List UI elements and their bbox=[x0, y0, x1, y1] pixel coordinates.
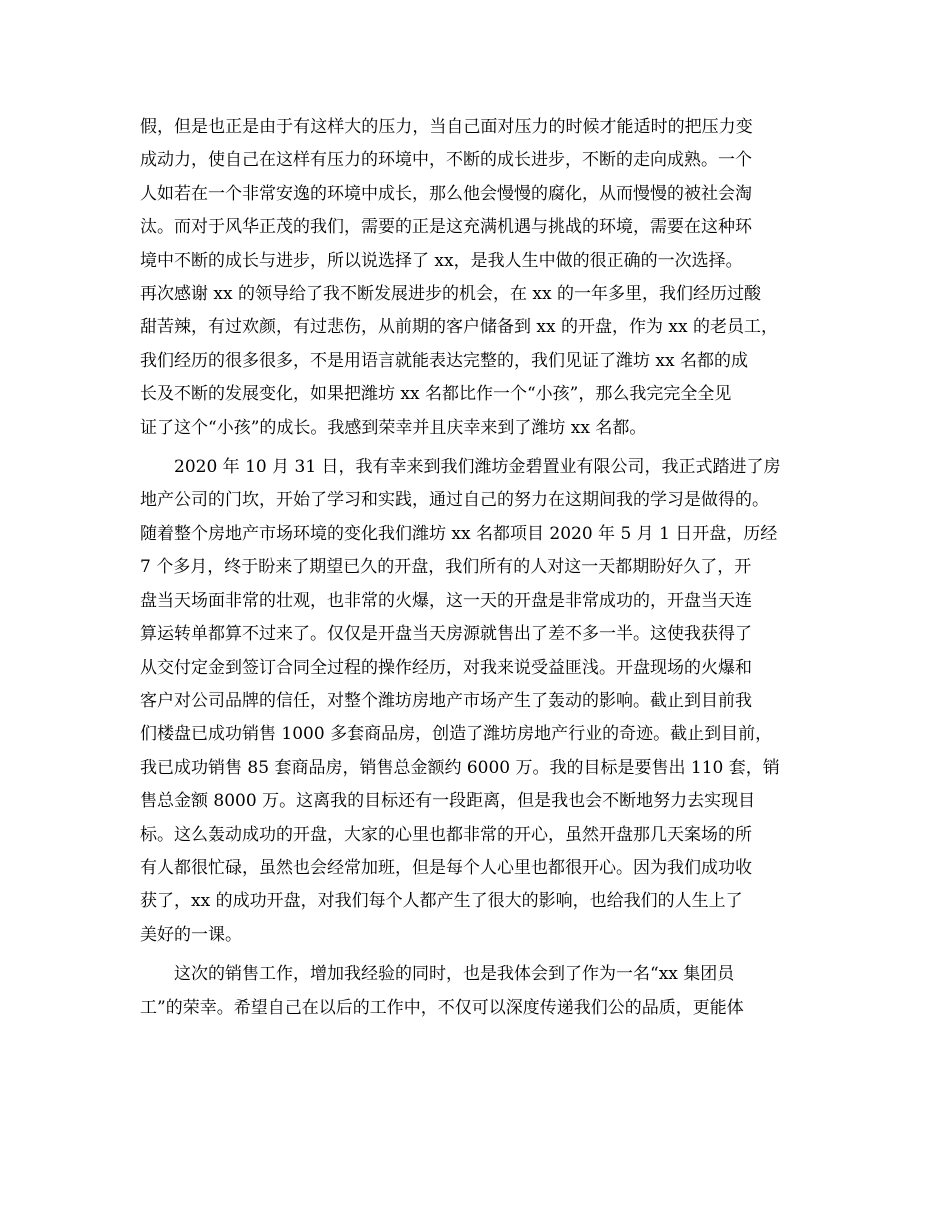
text-line: 汰。而对于风华正茂的我们，需要的正是这充满机遇与挑战的环境，需要在这种环 bbox=[140, 217, 752, 238]
text-line: 长及不断的发展变化，如果把潍坊 xx 名都比作一个“小孩”，那么我完完全全见 bbox=[140, 384, 732, 405]
text-line: 2020 年 10 月 31 日，我有幸来到我们潍坊金碧置业有限公司，我正式踏进了房 bbox=[174, 457, 781, 478]
text-line: 们楼盘已成功销售 1000 多套商品房，创造了潍坊房地产行业的奇迹。截止到目前， bbox=[140, 724, 773, 745]
document-body bbox=[140, 111, 812, 1025]
text-line: 这次的销售工作，增加我经验的同时，也是我体会到了作为一名“xx 集团员 bbox=[174, 964, 735, 985]
text-line: 售总金额 8000 万。这离我的目标还有一段距离，但是我也会不断地努力去实现目 bbox=[140, 791, 756, 812]
text-line: 成动力，使自己在这样有压力的环境中，不断的成长进步，不断的走向成熟。一个 bbox=[140, 150, 752, 171]
text-line: 获了，xx 的成功开盘，对我们每个人都产生了很大的影响，也给我们的人生上了 bbox=[140, 891, 743, 912]
text-line: 标。这么轰动成功的开盘，大家的心里也都非常的开心，虽然开盘那几天案场的所 bbox=[140, 824, 752, 845]
text-line: 盘当天场面非常的壮观，也非常的火爆，这一天的开盘是非常成功的，开盘当天连 bbox=[140, 590, 752, 611]
text-line: 假，但是也正是由于有这样大的压力，当自己面对压力的时候才能适时的把压力变 bbox=[140, 117, 753, 137]
text-line: 人如若在一个非常安逸的环境中成长，那么他会慢慢的腐化，从而慢慢的被社会淘 bbox=[140, 183, 752, 204]
text-line: 7 个多月，终于盼来了期望已久的开盘，我们所有的人对这一天都期盼好久了，开 bbox=[140, 557, 752, 578]
text-line: 从交付定金到签订合同全过程的操作经历，对我来说受益匪浅。开盘现场的火爆和 bbox=[140, 657, 752, 678]
text-line: 甜苦辣，有过欢颜，有过悲伤，从前期的客户储备到 xx 的开盘，作为 xx 的老员工， bbox=[140, 317, 778, 338]
text-line: 境中不断的成长与进步，所以说选择了 xx，是我人生中做的很正确的一次选择。 bbox=[140, 250, 743, 271]
text-line: 客户对公司品牌的信任，对整个潍坊房地产市场产生了轰动的影响。截止到目前我 bbox=[140, 690, 752, 711]
text-line: 我已成功销售 85 套商品房，销售总金额约 6000 万。我的目标是要售出 110 套，销 bbox=[140, 757, 780, 778]
text-line: 地产公司的门坎，开始了学习和实践，通过自己的努力在这期间我的学习是做得的。 bbox=[140, 490, 769, 511]
text-line: 再次感谢 xx 的领导给了我不断发展进步的机会，在 xx 的一年多里，我们经历过酸 bbox=[140, 284, 761, 305]
text-line: 证了这个“小孩”的成长。我感到荣幸并且庆幸来到了潍坊 xx 名都。 bbox=[140, 417, 647, 438]
text-line: 有人都很忙碌，虽然也会经常加班，但是每个人心里也都很开心。因为我们成功收 bbox=[140, 857, 752, 878]
text-line: 美好的一课。 bbox=[140, 924, 242, 945]
text-line: 算运转单都算不过来了。仅仅是开盘当天房源就售出了差不多一半。这使我获得了 bbox=[140, 624, 752, 645]
paragraph-2 bbox=[140, 451, 812, 952]
paragraph-1 bbox=[140, 111, 812, 445]
text-line: 我们经历的很多很多，不是用语言就能表达完整的，我们见证了潍坊 xx 名都的成 bbox=[140, 350, 748, 371]
text-line: 随着整个房地产市场环境的变化我们潍坊 xx 名都项目 2020 年 5 月 1 日开盘，历经 bbox=[140, 523, 778, 544]
paragraph-3 bbox=[140, 958, 812, 1025]
text-line: 工”的荣幸。希望自己在以后的工作中，不仅可以深度传递我们公的品质，更能体 bbox=[140, 997, 744, 1018]
